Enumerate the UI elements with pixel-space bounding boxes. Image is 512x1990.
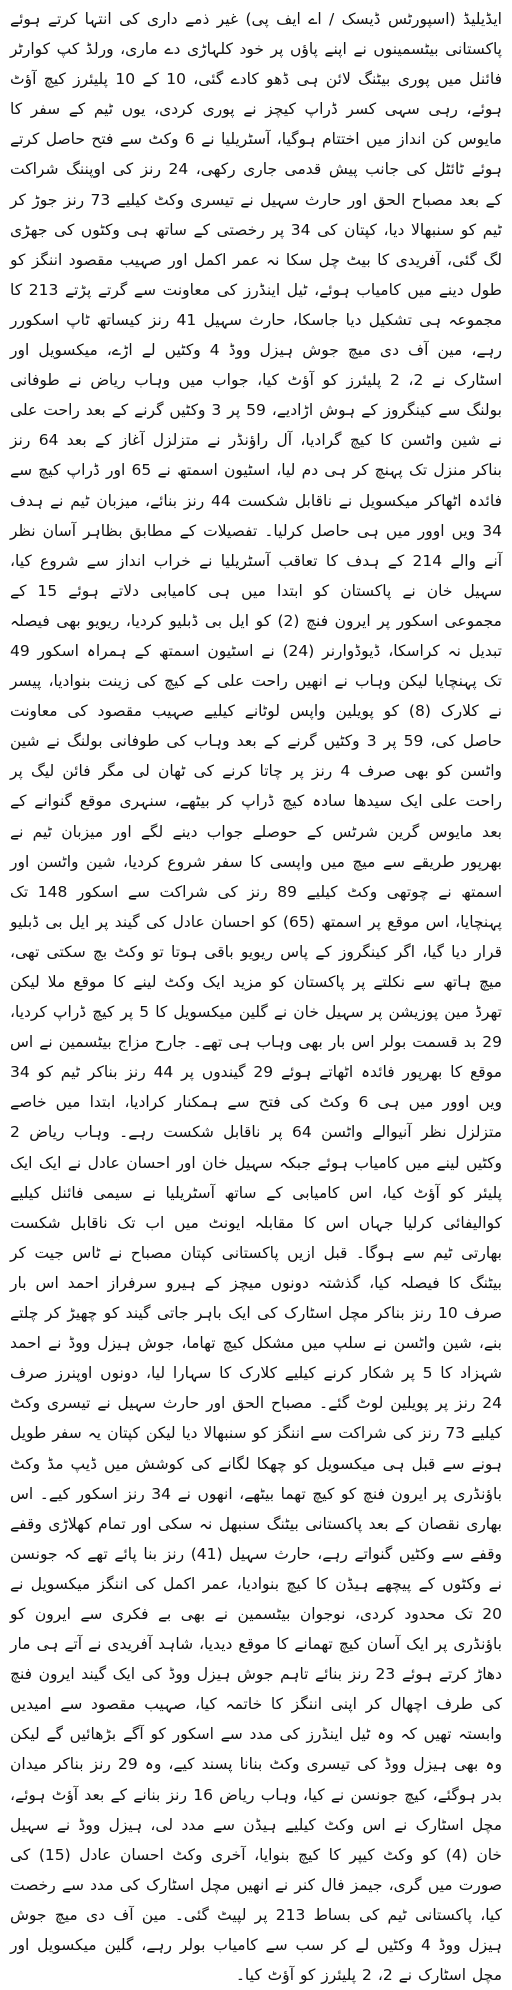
- article-body: ایڈیلیڈ (اسپورٹس ڈیسک / اے ایف پی) غیر ذمے داری کی انتہا کرتے ہوئے پاکستانی بیٹسمینوں نے اپنے پاؤں پر خود کلہاڑی دے ماری، ورلڈ کپ کوارٹر فائنل میں پوری بیٹنگ لائن ہی ڈھو کادے گئی، 10 کے 10 پلیئرز کیچ آؤٹ ہوئے، رہی سہی کسر ڈراپ کیچز نے پوری کردی، یوں ٹیم کے سفر کا مایوس کن انداز میں اختتام ہوگیا، آسٹریلیا نے 6 وکٹ سے فتح حاصل کرتے ہوئے ٹائٹل کی جانب پیش قدمی جاری رکھی، 24 رنز کی اوپننگ شراکت کے بعد مصباح الحق اور حارث سہیل نے تیسری وکٹ کیلیے 73 رنز جوڑ کر ٹیم کو سنبھالا دیا، کپتان کی 34 پر رخصتی کے ساتھ ہی وکٹوں کی جھڑی لگ گئی، آفریدی کا بیٹ چل سکا نہ عمر اکمل اور صہیب مقصود اننگز کو طول دینے میں کامیاب ہوئے، ٹیل اینڈرز کی معاونت سے گرتے پڑتے 213 کا مجموعہ ہی تشکیل دیا جاسکا، حارث سہیل 41 رنز کیساتھ ٹاپ اسکورر رہے، مین آف دی میچ جوش ہیزل ووڈ 4 وکٹیں لے اڑے، میکسویل اور اسٹارک نے 2، 2 پلیئرز کو آؤٹ کیا، جواب میں وہاب ریاض نے طوفانی بولنگ سے کینگروز کے ہوش اڑادیے، 59 پر 3 وکٹیں گرنے کے بعد راحت علی نے شین واٹسن کا کیچ گرادیا، آل راؤنڈر نے متزلزل آغاز کے بعد 64 رنز بناکر منزل تک پہنچ کر ہی دم لیا، اسٹیون اسمتھ نے 65 اور ڈراپ کیچ سے فائدہ اٹھاکر میکسویل نے ناقابل شکست 44 رنز بنائے، میزبان ٹیم نے ہدف 34 ویں اوور میں ہی حاصل کرلیا۔ تفصیلات کے مطابق بظاہر آسان نظر آنے والے 214 کے ہدف کا تعاقب آسٹریلیا نے خراب انداز سے شروع کیا، سہیل خان نے پاکستان کو ابتدا میں ہی کامیابی دلاتے ہوئے 15 کے مجموعی اسکور پر ایرون فنچ (2) کو ایل بی ڈبلیو کردیا، ریویو بھی فیصلہ تبدیل نہ کراسکا، ڈیوڈوارنر (24) نے اسٹیون اسمتھ کے ہمراہ اسکور 49 تک پہنچایا لیکن وہاب نے انھیں راحت علی کے کیچ کی زینت بنوادیا، پیسر نے کلارک (8) کو پویلین واپس لوٹانے کیلیے صہیب مقصود کی معاونت حاصل کی، 59 پر 3 وکٹیں گرنے کے بعد وہاب کی طوفانی بولنگ نے شین واٹسن کو بھی صرف 4 رنز پر چاتا کرنے کی ٹھان لی مگر فائن لیگ پر راحت علی ایک سیدھا سادہ کیچ ڈراپ کر بیٹھے، سنہری موقع گنوانے کے بعد مایوس گرین شرٹس کے حوصلے جواب دینے لگے اور میزبان ٹیم نے بھرپور طریقے سے میچ میں واپسی کا سفر شروع کردیا، شین واٹسن اور اسمتھ نے چوتھی وکٹ کیلیے 89 رنز کی شراکت سے اسکور 148 تک پہنچایا، اس موقع پر اسمتھ (65) کو احسان عادل کی گیند پر ایل بی ڈبلیو قرار دیا گیا، اگر کینگروز کے پاس ریویو باقی ہوتا تو وکٹ بچ سکتی تھی، میچ ہاتھ سے نکلتے پر پاکستان کو مزید ایک وکٹ لینے کا موقع ملا لیکن تھرڈ مین پوزیشن پر سہیل خان نے گلین میکسویل کا 5 پر کیچ ڈراپ کردیا، 29 بد قسمت بولر اس بار بھی وہاب ہی تھے۔ جارح مزاج بیٹسمین نے اس موقع کا بھرپور فائدہ اٹھاتے ہوئے 29 گیندوں پر 44 رنز بناکر ٹیم کو 34 ویں اوور میں ہی 6 وکٹ کی فتح سے ہمکنار کرادیا، ابتدا میں خاصے متزلزل نظر آنیوالے واٹسن 64 پر ناقابل شکست رہے۔ وہاب ریاض 2 وکٹیں لینے میں کامیاب ہوئے جبکہ سہیل خان اور احسان عادل نے ایک ایک پلیئر کو آؤٹ کیا، اس کامیابی کے ساتھ آسٹریلیا نے سیمی فائنل کیلیے کوالیفائی کرلیا جہاں اس کا مقابلہ ایونٹ میں اب تک ناقابل شکست بھارتی ٹیم سے ہوگا۔ قبل ازیں پاکستانی کپتان مصباح نے ٹاس جیت کر بیٹنگ کا فیصلہ کیا، گذشتہ دونوں میچز کے ہیرو سرفراز احمد اس بار صرف 10 رنز بناکر مچل اسٹارک کی ایک باہر جاتی گیند کو چھیڑ کر چلتے بنے، شین واٹسن نے سلپ میں مشکل کیچ تھاما، جوش ہیزل ووڈ نے احمد شہزاد کا 5 پر شکار کرنے کیلیے کلارک کا سہارا لیا، دونوں اوپنرز صرف 24 رنز پر پویلین لوٹ گئے۔ مصباح الحق اور حارث سہیل نے تیسری وکٹ کیلیے 73 رنز کی شراکت سے اننگز کو سنبھالا دیا لیکن کپتان یہ سفر طویل ہونے سے قبل ہی میکسویل کو چھکا لگانے کی کوشش میں ڈیپ مڈ وکٹ باؤنڈری پر ایرون فنچ کو کیچ تھما بیٹھے، انھوں نے 34 رنز اسکور کیے۔ اس بھاری نقصان کے بعد پاکستانی بیٹنگ سنبھل نہ سکی اور تمام کھلاڑی وقفے وقفے سے وکٹیں گنواتے رہے، حارث سہیل (41) رنز بنا پائے تھے کہ جونسن نے وکٹوں کے پیچھے ہیڈن کا کیچ بنوادیا، عمر اکمل کی اننگز میکسویل نے 20 تک محدود کردی، نوجوان بیٹسمین نے بھی بے فکری سے ایرون کو باؤنڈری پر ایک آسان کیچ تھمانے کا موقع دیدیا، شاہد آفریدی نے آتے ہی مار دھاڑ کرتے ہوئے 23 رنز بنائے تاہم جوش ہیزل ووڈ کی ایک گیند ایرون فنچ کی طرف اچھال کر اپنی اننگز کا خاتمہ کیا، صہیب مقصود سے امیدیں وابستہ تھیں کہ وہ ٹیل اینڈرز کی مدد سے اسکور کو آگے بڑھائیں گے لیکن وہ بھی ہیزل ووڈ کی تیسری وکٹ بنانا پسند کیے، وہ 29 رنز بناکر میدان بدر ہوگئے، کیچ جونسن نے کیا، وہاب ریاض 16 رنز بنانے کے بعد آؤٹ ہوئے، مچل اسٹارک نے اس وکٹ کیلیے ہیڈن سے مدد لی، ہیزل ووڈ نے سہیل خان (4) کو وکٹ کیپر کا کیچ بنوایا، آخری وکٹ احسان عادل (15) کی صورت میں گری، جیمز فال کنر نے انھیں مچل اسٹارک کی مدد سے رخصت کیا، پاکستانی ٹیم کی بساط 213 پر لپیٹ گئی۔ مین آف دی میچ جوش ہیزل ووڈ 4 وکٹیں لے کر سب سے کامیاب بولر رہے، گلین میکسویل اور مچل اسٹارک نے 2، 2 پلیئرز کو آؤٹ کیا۔: [10, 10, 503, 1985]
